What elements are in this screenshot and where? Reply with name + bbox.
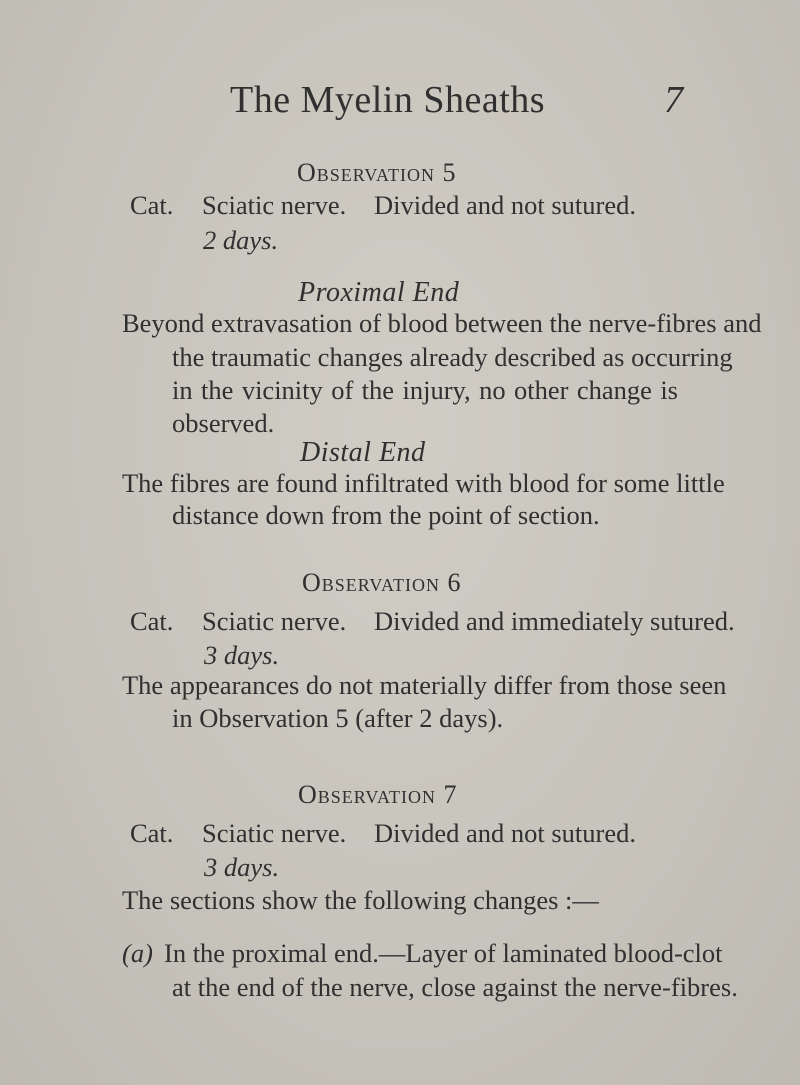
- observation-6-nerve: Sciatic nerve.: [202, 606, 347, 636]
- observation-6-subject: Cat.: [130, 606, 174, 636]
- observation-5-procedure: Divided and not sutured.: [374, 190, 637, 220]
- proximal-text-line-4: observed.: [172, 408, 275, 438]
- page-number: 7: [664, 79, 683, 121]
- observation-5-duration: 2 days.: [203, 225, 279, 255]
- proximal-text-line-3: in the vicinity of the injury, no other change is: [172, 375, 678, 405]
- proximal-text-line-1: Beyond extravasation of blood between the nerve-fibres and: [122, 308, 762, 338]
- observation-7-subject: Cat.: [130, 818, 174, 848]
- observation-6-text-line-2: in Observation 5 (after 2 days).: [172, 703, 504, 733]
- item-a-label: (a): [122, 938, 153, 968]
- observation-5-nerve: Sciatic nerve.: [202, 190, 347, 220]
- observation-5-heading: Observation 5: [297, 158, 457, 187]
- running-title: The Myelin Sheaths: [230, 79, 546, 121]
- observation-7-procedure: Divided and not sutured.: [374, 818, 637, 848]
- distal-text-line-1: The fibres are found infiltrated with blood for some little: [122, 468, 725, 498]
- proximal-text-line-2: the traumatic changes already described as occurring: [172, 342, 733, 372]
- observation-7-duration: 3 days.: [204, 852, 280, 882]
- observation-6-duration: 3 days.: [204, 640, 280, 670]
- observation-6-procedure: Divided and immediately sutured.: [374, 606, 735, 636]
- item-a-text-line-2: at the end of the nerve, close against the nerve-fibres.: [172, 972, 738, 1002]
- item-a-text-line-1: In the proximal end.—Layer of laminated blood-clot: [164, 938, 723, 968]
- proximal-end-heading: Proximal End: [298, 277, 460, 308]
- observation-5-subject: Cat.: [130, 190, 174, 220]
- observation-7-nerve: Sciatic nerve.: [202, 818, 347, 848]
- distal-end-heading: Distal End: [300, 437, 426, 468]
- observation-7-intro: The sections show the following changes :—: [122, 885, 599, 915]
- observation-7-heading: Observation 7: [298, 780, 458, 809]
- observation-6-heading: Observation 6: [302, 568, 462, 597]
- observation-6-text-line-1: The appearances do not materially differ from those seen: [122, 670, 727, 700]
- distal-text-line-2: distance down from the point of section.: [172, 500, 600, 530]
